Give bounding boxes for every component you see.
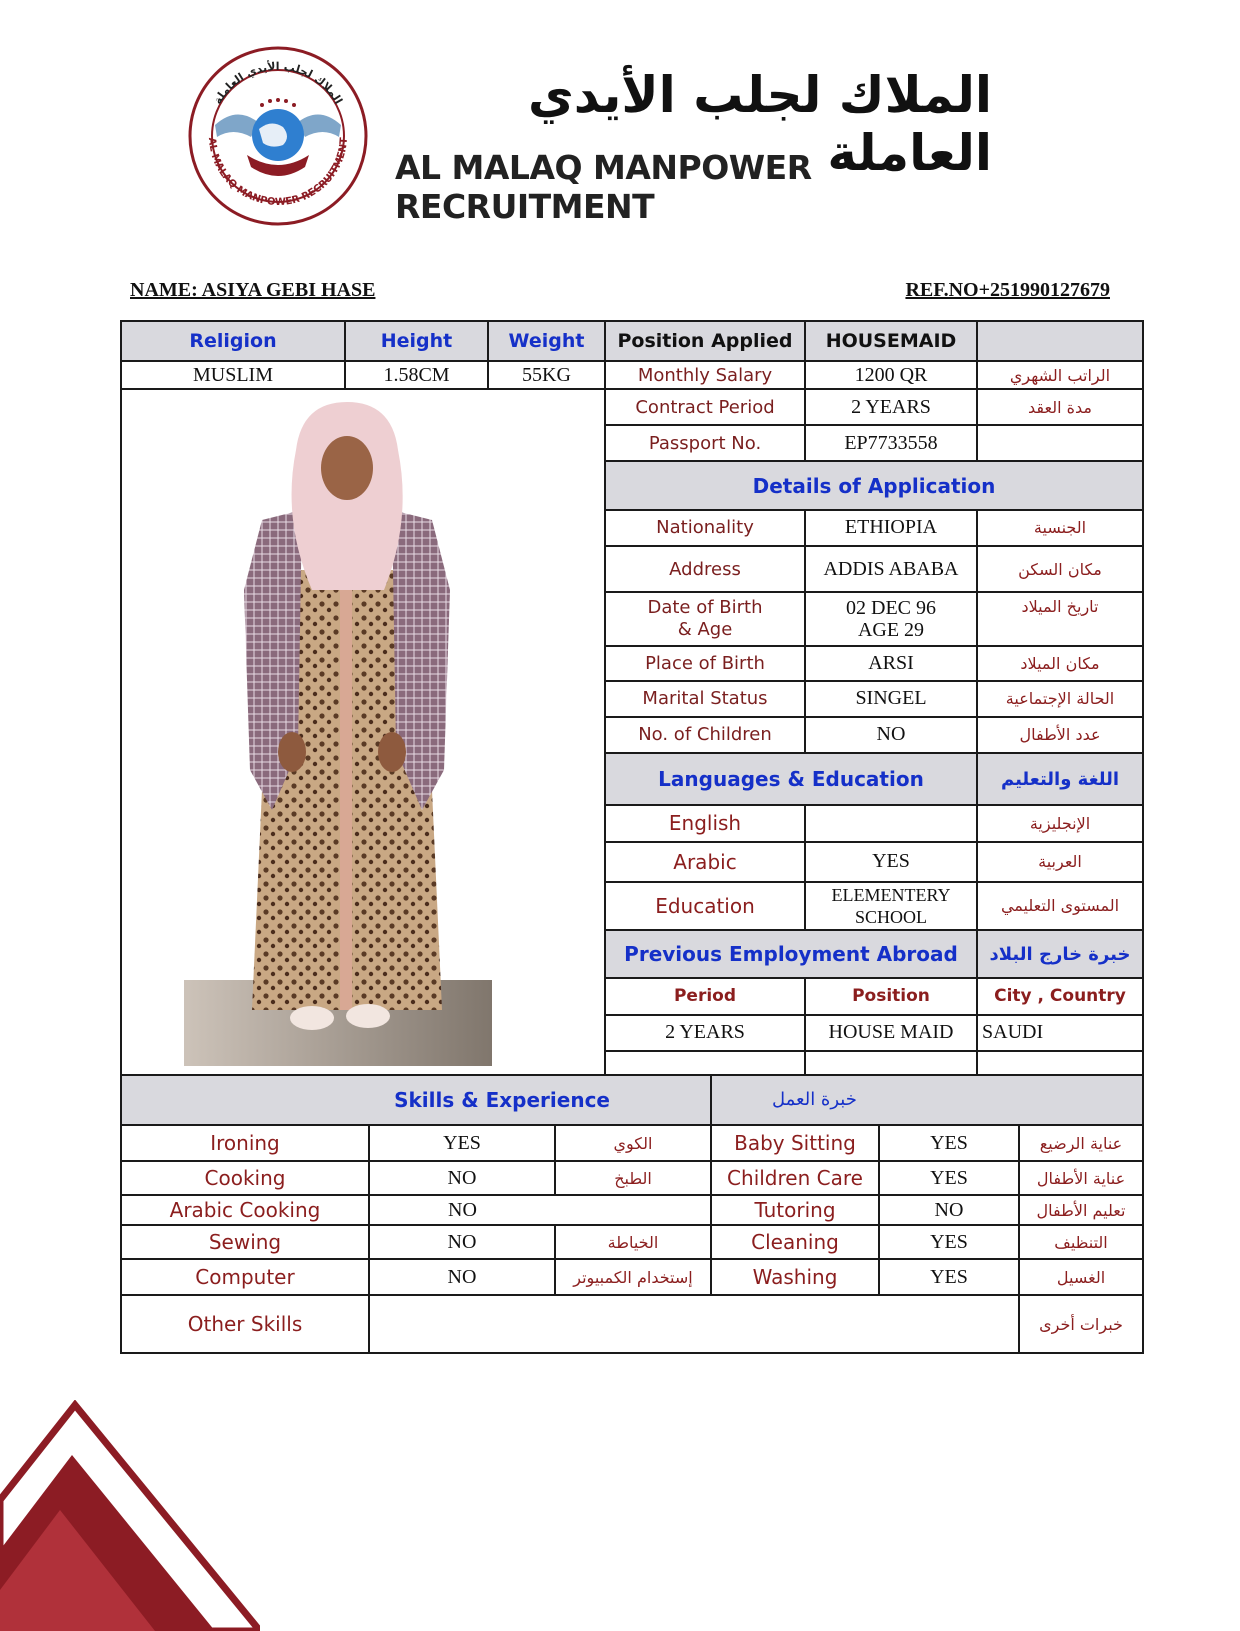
nationality-value: ETHIOPIA (805, 510, 977, 546)
address-label: Address (605, 546, 805, 592)
period-header: Period (605, 978, 805, 1014)
english-arabic: الإنجليزية (977, 805, 1143, 841)
dob-value: 02 DEC 96 AGE 29 (805, 592, 977, 646)
english-label: English (605, 805, 805, 841)
skill-washing-label: Washing (711, 1259, 879, 1295)
skill-tutoring-value: NO (879, 1195, 1019, 1225)
languages-heading-arabic: اللغة والتعليم (977, 753, 1143, 805)
position-applied-label: Position Applied (605, 321, 805, 361)
children-label: No. of Children (605, 717, 805, 753)
skill-cleaning-label: Cleaning (711, 1225, 879, 1259)
dob-arabic: تاريخ الميلاد (977, 592, 1143, 646)
height-header: Height (345, 321, 488, 361)
nationality-arabic: الجنسية (977, 510, 1143, 546)
skill-baby-sitting-label: Baby Sitting (711, 1125, 879, 1161)
applicant-photo-cell (121, 389, 605, 1077)
contract-period-value: 2 YEARS (805, 389, 977, 425)
skill-cooking-arabic: الطبخ (555, 1161, 711, 1195)
arabic-label: Arabic (605, 842, 805, 882)
passport-label: Passport No. (605, 425, 805, 461)
education-value: ELEMENTERY SCHOOL (805, 882, 977, 930)
monthly-salary-value: 1200 QR (805, 361, 977, 389)
skills-heading-arabic: خبرة العمل (772, 1089, 857, 1110)
religion-header: Religion (121, 321, 345, 361)
skills-heading-arabic-cell (711, 1075, 1143, 1125)
skill-children-care-value: YES (879, 1161, 1019, 1195)
passport-arabic (977, 425, 1143, 461)
place-of-birth-value: ARSI (805, 646, 977, 680)
logo-ring-english: AL MALAQ MANPOWER RECRUITMENT (205, 137, 351, 209)
skill-arabic-cooking-arabic (555, 1195, 711, 1225)
skill-cooking-label: Cooking (121, 1161, 369, 1195)
skill-tutoring-arabic: تعليم الأطفال (1019, 1195, 1143, 1225)
city-country-header: City , Country (977, 978, 1143, 1014)
dob-label: Date of Birth & Age (605, 592, 805, 646)
company-name-arabic: الملاك لجلب الأيدي العاملة (527, 66, 992, 182)
skill-baby-sitting-value: YES (879, 1125, 1019, 1161)
previous-employment-heading: Previous Employment Abroad (605, 930, 977, 978)
skill-computer-arabic: إستخدام الكمبيوتر (555, 1259, 711, 1295)
prev-city-value: SAUDI (977, 1015, 1143, 1051)
position-header: Position (805, 978, 977, 1014)
decorative-corner (0, 1400, 260, 1631)
place-of-birth-label: Place of Birth (605, 646, 805, 680)
reference-number: REF.NO+251990127679 (905, 279, 1110, 301)
company-name-english: AL MALAQ MANPOWER RECRUITMENT (395, 148, 812, 226)
skill-arabic-cooking-label: Arabic Cooking (121, 1195, 369, 1225)
skill-tutoring-label: Tutoring (711, 1195, 879, 1225)
skills-heading: Skills & Experience (121, 1075, 711, 1125)
application-table (120, 320, 1144, 1078)
address-value: ADDIS ABABA (805, 546, 977, 592)
height-value: 1.58CM (345, 361, 488, 389)
skill-cleaning-arabic: التنظيف (1019, 1225, 1143, 1259)
marital-status-arabic: الحالة الإجتماعية (977, 681, 1143, 717)
languages-heading: Languages & Education (605, 753, 977, 805)
address-arabic: مكان السكن (977, 546, 1143, 592)
education-label: Education (605, 882, 805, 930)
arabic-value: YES (805, 842, 977, 882)
skill-cleaning-value: YES (879, 1225, 1019, 1259)
marital-status-value: SINGEL (805, 681, 977, 717)
logo-ring-arabic: الملاك لجلب الأيدي العاملة (211, 59, 345, 107)
skill-computer-label: Computer (121, 1259, 369, 1295)
skill-ironing-value: YES (369, 1125, 555, 1161)
children-arabic: عدد الأطفال (977, 717, 1143, 753)
religion-value: MUSLIM (121, 361, 345, 389)
other-skills-label: Other Skills (121, 1295, 369, 1353)
skills-table (120, 1074, 1144, 1354)
position-applied-value: HOUSEMAID (805, 321, 977, 361)
skill-children-care-label: Children Care (711, 1161, 879, 1195)
education-arabic: المستوى التعليمي (977, 882, 1143, 930)
previous-employment-heading-arabic: خبرة خارج البلاد (977, 930, 1143, 978)
skill-sewing-value: NO (369, 1225, 555, 1259)
skill-computer-value: NO (369, 1259, 555, 1295)
company-logo (187, 45, 369, 227)
children-value: NO (805, 717, 977, 753)
nationality-label: Nationality (605, 510, 805, 546)
skill-arabic-cooking-value: NO (369, 1195, 555, 1225)
skill-cooking-value: NO (369, 1161, 555, 1195)
arabic-arabic: العربية (977, 842, 1143, 882)
other-skills-value (369, 1295, 1019, 1353)
contract-period-label: Contract Period (605, 389, 805, 425)
monthly-salary-label: Monthly Salary (605, 361, 805, 389)
skill-ironing-label: Ironing (121, 1125, 369, 1161)
other-skills-arabic: خبرات أخرى (1019, 1295, 1143, 1353)
place-of-birth-arabic: مكان الميلاد (977, 646, 1143, 680)
weight-value: 55KG (488, 361, 605, 389)
prev-position-value: HOUSE MAID (805, 1015, 977, 1051)
marital-status-label: Marital Status (605, 681, 805, 717)
details-heading: Details of Application (605, 461, 1143, 509)
applicant-photo (122, 390, 605, 1076)
prev-period-value: 2 YEARS (605, 1015, 805, 1051)
passport-value: EP7733558 (805, 425, 977, 461)
contract-period-arabic: مدة العقد (977, 389, 1143, 425)
empty-cell (977, 321, 1143, 361)
skill-sewing-label: Sewing (121, 1225, 369, 1259)
skill-ironing-arabic: الكوي (555, 1125, 711, 1161)
skill-children-care-arabic: عناية الأطفال (1019, 1161, 1143, 1195)
monthly-salary-arabic: الراتب الشهري (977, 361, 1143, 389)
applicant-name: NAME: ASIYA GEBI HASE (130, 279, 376, 301)
skill-washing-arabic: الغسيل (1019, 1259, 1143, 1295)
english-value (805, 805, 977, 841)
skill-baby-sitting-arabic: عناية الرضيع (1019, 1125, 1143, 1161)
skill-sewing-arabic: الخياطة (555, 1225, 711, 1259)
weight-header: Weight (488, 321, 605, 361)
skill-washing-value: YES (879, 1259, 1019, 1295)
